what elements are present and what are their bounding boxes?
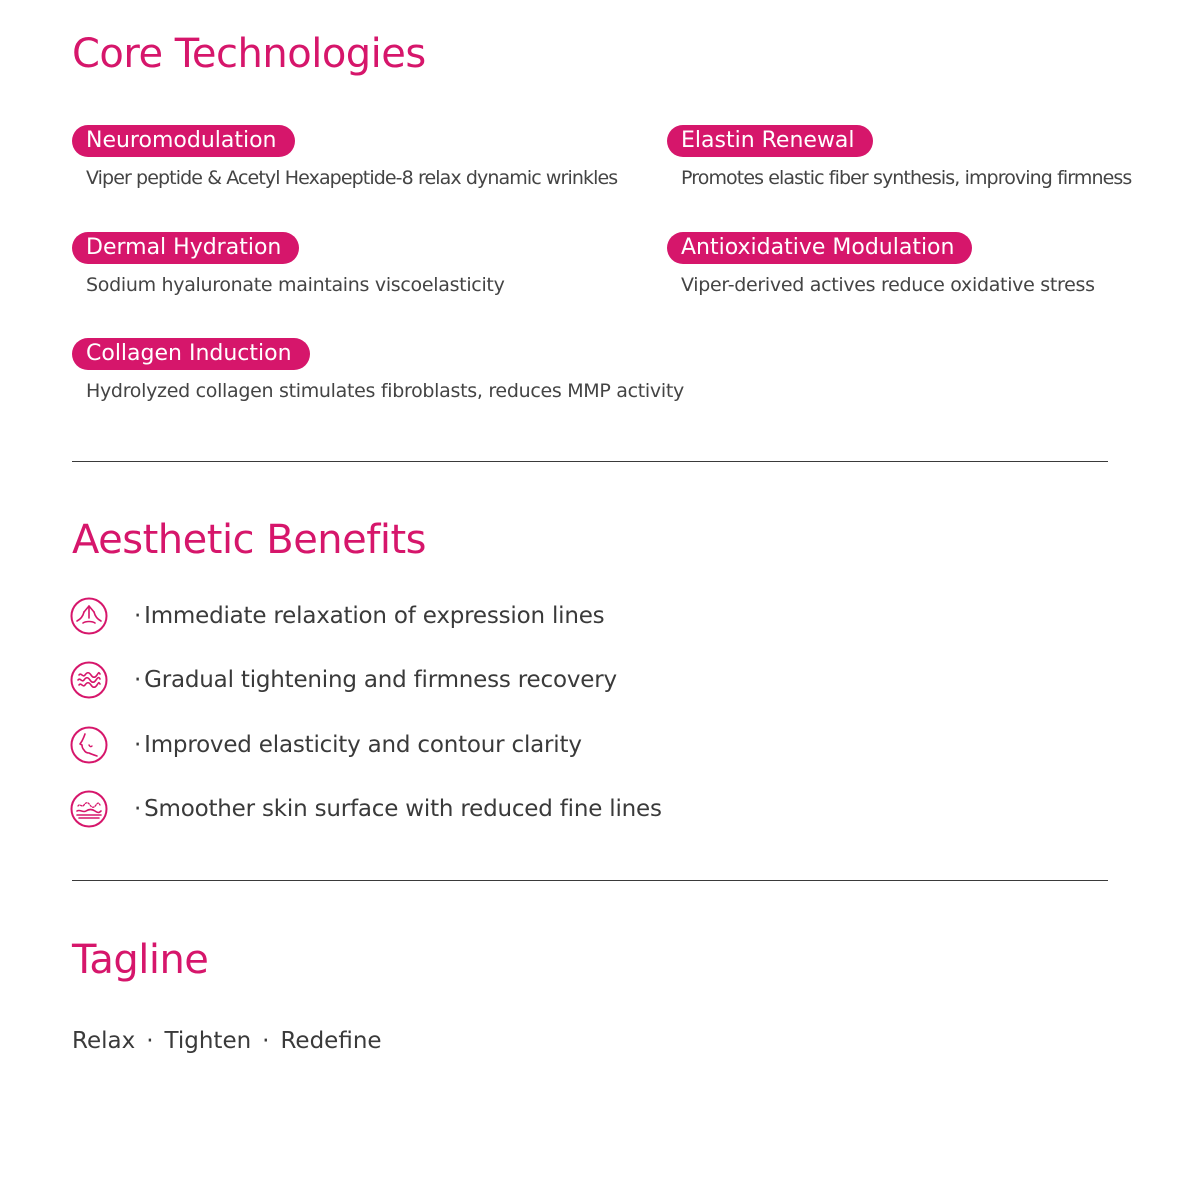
tagline-word: Tighten	[164, 1028, 252, 1054]
face-relax-icon	[70, 597, 108, 635]
tagline-word: Redefine	[280, 1028, 382, 1054]
benefit-text: · Immediate relaxation of expression lines	[134, 603, 605, 629]
tagline-separator: ·	[146, 1028, 154, 1054]
face-contour-icon	[70, 726, 108, 764]
benefit-item	[70, 596, 604, 636]
smooth-surface-icon	[70, 790, 108, 828]
benefit-text: · Improved elasticity and contour clarity	[134, 732, 582, 758]
tagline-separator: ·	[262, 1028, 270, 1054]
wave-tightening-icon	[70, 661, 108, 699]
tech-item-elastin-renewal	[667, 125, 1180, 191]
tech-label: Neuromodulation	[72, 125, 295, 157]
section-divider	[72, 880, 1108, 881]
benefit-item	[70, 789, 662, 829]
tech-description: Promotes elastic fiber synthesis, improving firmness	[681, 167, 1132, 189]
tech-item-antioxidative-modulation	[667, 232, 1180, 298]
tech-description: Sodium hyaluronate maintains viscoelasticity	[86, 274, 505, 296]
tech-label: Collagen Induction	[72, 338, 310, 370]
tech-label: Dermal Hydration	[72, 232, 299, 264]
tagline-title: Tagline	[72, 937, 209, 983]
tech-description: Hydrolyzed collagen stimulates fibroblasts, reduces MMP activity	[86, 380, 684, 402]
tech-item-neuromodulation	[72, 125, 632, 191]
benefit-text: · Gradual tightening and firmness recovery	[134, 667, 617, 693]
aesthetic-benefits-title: Aesthetic Benefits	[72, 517, 426, 563]
section-divider	[72, 461, 1108, 462]
tagline-text	[72, 1028, 382, 1054]
tech-description: Viper peptide & Acetyl Hexapeptide-8 relax dynamic wrinkles	[86, 167, 618, 189]
benefit-item	[70, 660, 617, 700]
tagline-word: Relax	[72, 1028, 136, 1054]
tech-item-collagen-induction	[72, 338, 772, 404]
tech-description: Viper-derived actives reduce oxidative stress	[681, 274, 1095, 296]
benefit-item	[70, 725, 582, 765]
tech-item-dermal-hydration	[72, 232, 632, 298]
benefit-text: · Smoother skin surface with reduced fine lines	[134, 796, 662, 822]
tech-label: Elastin Renewal	[667, 125, 873, 157]
tech-label: Antioxidative Modulation	[667, 232, 972, 264]
core-technologies-title: Core Technologies	[72, 31, 426, 77]
